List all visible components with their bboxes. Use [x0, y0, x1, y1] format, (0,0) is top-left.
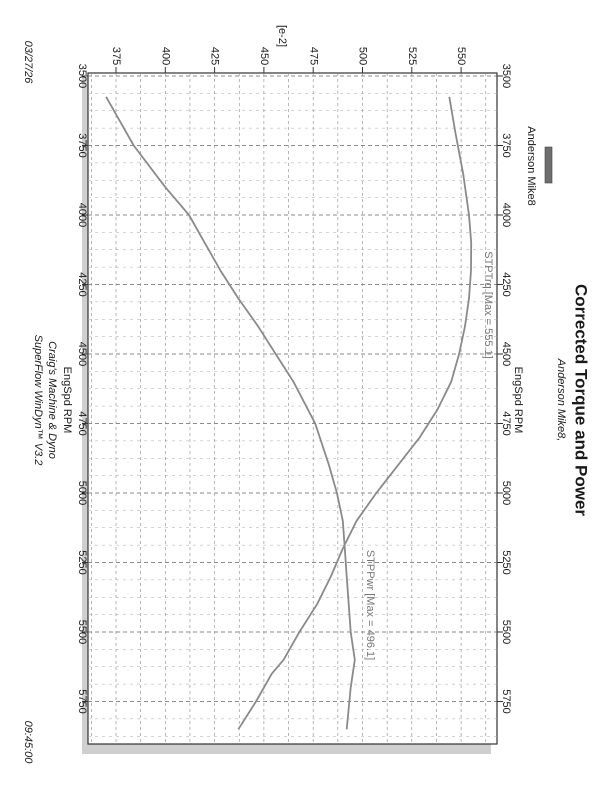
- x-tick-label-left: 4250: [76, 272, 89, 297]
- y-tick-label: 400: [159, 46, 172, 66]
- x-tick-label-left: 4500: [76, 341, 89, 367]
- y-tick-label: 425: [208, 46, 221, 66]
- x-tick-label-right: 3500: [500, 63, 513, 89]
- x-tick-label-left: 3500: [76, 63, 89, 89]
- x-tick-label-left: 5250: [76, 550, 89, 575]
- y-tick-label: 475: [307, 46, 320, 66]
- legend-swatch: [545, 147, 552, 183]
- y-tick-label: 525: [405, 46, 418, 66]
- x-tick-label-right: 5500: [500, 619, 513, 645]
- chart-subtitle: Anderson Mike8,: [555, 358, 568, 442]
- y-tick-label: 500: [356, 46, 369, 66]
- footer-line-2: SuperFlow WinDyn™ V3.2: [32, 334, 45, 466]
- x-tick-label-left: 5500: [76, 619, 89, 645]
- x-tick-label-right: 5750: [500, 689, 513, 714]
- x-tick-label-right: 4250: [500, 272, 513, 297]
- x-tick-label-left: 4750: [76, 411, 89, 436]
- y-tick-label: 375: [110, 46, 123, 66]
- y-tick-label: 450: [257, 46, 270, 66]
- torque-annotation: STPTrq [Max = 555.1]: [482, 251, 495, 359]
- x-tick-label-left: 3750: [76, 133, 89, 158]
- x-tick-label-left: 4000: [76, 202, 89, 228]
- x-tick-label-right: 3750: [500, 133, 513, 158]
- y-axis-label: [e-2]: [276, 24, 289, 48]
- x-axis-label-right: EngSpd RPM: [512, 366, 525, 434]
- x-tick-label-right: 4000: [500, 202, 513, 228]
- x-tick-label-left: 5750: [76, 689, 89, 714]
- chart-title: Corrected Torque and Power: [571, 283, 591, 517]
- x-tick-label-right: 4750: [500, 411, 513, 436]
- footer-line-1: Craig's Machine & Dyno: [46, 341, 59, 459]
- x-tick-label-left: 5000: [76, 480, 89, 506]
- x-axis-label-left: EngSpd RPM: [61, 366, 74, 434]
- time-stamp: 09:45:00: [22, 720, 35, 764]
- y-tick-label: 550: [455, 46, 468, 66]
- x-tick-label-right: 5000: [500, 480, 513, 506]
- date-stamp: 03/27/26: [22, 40, 35, 84]
- power-annotation: STPPwr [Max = 496.1]: [364, 549, 377, 661]
- x-tick-label-right: 4500: [500, 341, 513, 367]
- x-tick-label-right: 5250: [500, 550, 513, 575]
- legend-label: Anderson Mike8: [525, 126, 538, 206]
